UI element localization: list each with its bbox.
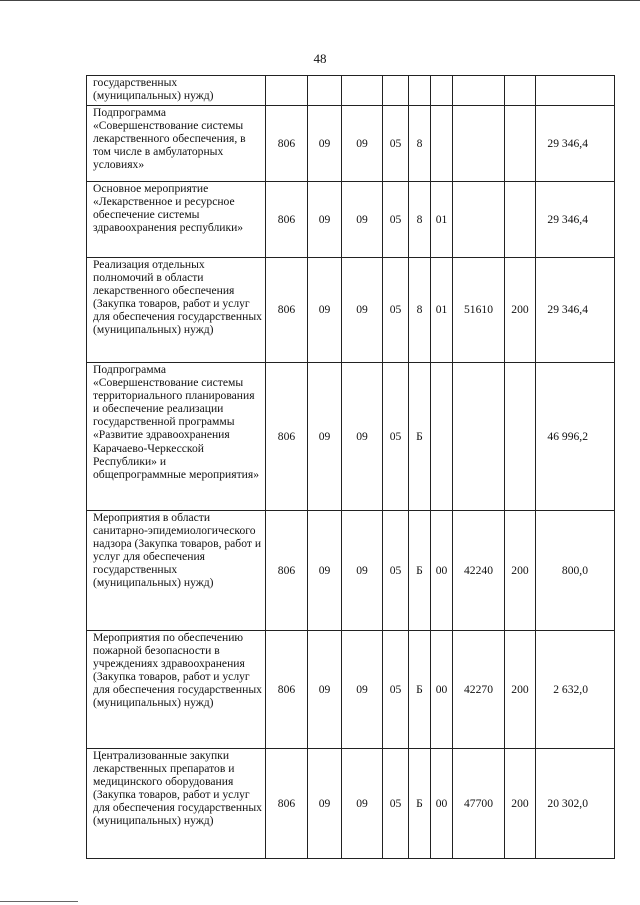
row-subprogram: Б xyxy=(409,511,431,631)
table-row xyxy=(87,106,615,182)
table-row xyxy=(87,511,615,631)
row-subsection: 09 xyxy=(342,631,383,749)
row-program: 05 xyxy=(383,182,409,258)
table-row xyxy=(87,749,615,859)
row-subsection: 09 xyxy=(342,749,383,859)
row-name: Централизованные закупки лекарственных препаратов и медицинского оборудования (Закупка товаров, работ и услуг для обеспечения государственных (муниципальных) нужд) xyxy=(87,749,266,859)
row-activity: 01 xyxy=(431,258,453,363)
row-amount: 46 996,2 xyxy=(536,363,615,511)
row-expense-type: 200 xyxy=(505,258,536,363)
row-expense-type: 200 xyxy=(505,749,536,859)
row-section: 09 xyxy=(308,631,342,749)
row-expense-type xyxy=(505,76,536,106)
row-activity xyxy=(431,363,453,511)
row-direction: 42270 xyxy=(453,631,505,749)
row-name: Основное мероприятие «Лекарственное и ресурсное обеспечение системы здравоохранения республики» xyxy=(87,182,266,258)
row-subsection: 09 xyxy=(342,106,383,182)
budget-table-body xyxy=(87,76,615,859)
row-direction: 51610 xyxy=(453,258,505,363)
budget-table xyxy=(86,75,615,859)
row-activity: 01 xyxy=(431,182,453,258)
row-program: 05 xyxy=(383,511,409,631)
row-amount xyxy=(536,76,615,106)
table-row xyxy=(87,363,615,511)
row-section: 09 xyxy=(308,363,342,511)
row-direction xyxy=(453,182,505,258)
table-row xyxy=(87,631,615,749)
bottom-scan-line xyxy=(0,901,78,902)
row-expense-type xyxy=(505,106,536,182)
row-subsection: 09 xyxy=(342,363,383,511)
row-subprogram: 8 xyxy=(409,106,431,182)
row-activity: 00 xyxy=(431,749,453,859)
row-section: 09 xyxy=(308,182,342,258)
row-admin-code: 806 xyxy=(266,106,308,182)
row-subprogram: Б xyxy=(409,363,431,511)
row-section xyxy=(308,76,342,106)
row-name: Реализация отдельных полномочий в области лекарственного обеспечения (Закупка товаров, работ и услуг для обеспечения государственных (муниципальных) нужд) xyxy=(87,258,266,363)
row-subsection: 09 xyxy=(342,258,383,363)
row-subprogram: 8 xyxy=(409,258,431,363)
row-section: 09 xyxy=(308,258,342,363)
page-number: 48 xyxy=(313,51,327,66)
row-admin-code xyxy=(266,76,308,106)
table-row xyxy=(87,76,615,106)
row-amount: 29 346,4 xyxy=(536,258,615,363)
row-direction xyxy=(453,363,505,511)
table-row xyxy=(87,182,615,258)
row-admin-code: 806 xyxy=(266,258,308,363)
row-activity xyxy=(431,76,453,106)
row-activity: 00 xyxy=(431,631,453,749)
row-name: Мероприятия по обеспечению пожарной безопасности в учреждениях здравоохранения (Закупка товаров, работ и услуг для обеспечения государственных (муниципальных) нужд) xyxy=(87,631,266,749)
row-expense-type xyxy=(505,363,536,511)
row-expense-type: 200 xyxy=(505,511,536,631)
row-subprogram: Б xyxy=(409,631,431,749)
row-program: 05 xyxy=(383,749,409,859)
row-section: 09 xyxy=(308,749,342,859)
row-subsection: 09 xyxy=(342,182,383,258)
row-program xyxy=(383,76,409,106)
row-admin-code: 806 xyxy=(266,182,308,258)
row-program: 05 xyxy=(383,258,409,363)
row-direction: 47700 xyxy=(453,749,505,859)
row-subsection xyxy=(342,76,383,106)
row-program: 05 xyxy=(383,631,409,749)
row-name: Подпрограмма «Совершенствование системы лекарственного обеспечения, в том числе в амбулаторных условиях» xyxy=(87,106,266,182)
row-expense-type xyxy=(505,182,536,258)
row-activity: 00 xyxy=(431,511,453,631)
row-direction xyxy=(453,76,505,106)
row-amount: 29 346,4 xyxy=(536,182,615,258)
row-amount: 29 346,4 xyxy=(536,106,615,182)
row-subsection: 09 xyxy=(342,511,383,631)
table-row xyxy=(87,258,615,363)
top-border-line xyxy=(0,0,640,1)
row-expense-type: 200 xyxy=(505,631,536,749)
row-admin-code: 806 xyxy=(266,749,308,859)
row-name: Мероприятия в области санитарно-эпидемиологического надзора (Закупка товаров, работ и услуг для обеспечения государственных (муниципальных) нужд) xyxy=(87,511,266,631)
row-admin-code: 806 xyxy=(266,363,308,511)
row-activity xyxy=(431,106,453,182)
row-subprogram: Б xyxy=(409,749,431,859)
row-amount: 20 302,0 xyxy=(536,749,615,859)
row-admin-code: 806 xyxy=(266,631,308,749)
row-program: 05 xyxy=(383,363,409,511)
row-subprogram: 8 xyxy=(409,182,431,258)
row-direction: 42240 xyxy=(453,511,505,631)
row-name: государственных (муниципальных) нужд) xyxy=(87,76,266,106)
row-direction xyxy=(453,106,505,182)
row-subprogram xyxy=(409,76,431,106)
row-amount: 2 632,0 xyxy=(536,631,615,749)
row-section: 09 xyxy=(308,106,342,182)
row-name: Подпрограмма «Совершенствование системы территориального планирования и обеспечение реализации государственной программы «Развитие здравоохранения Карачаево-Черкесской Республики» и общепрограммные мероприятия» xyxy=(87,363,266,511)
row-admin-code: 806 xyxy=(266,511,308,631)
row-program: 05 xyxy=(383,106,409,182)
row-section: 09 xyxy=(308,511,342,631)
row-amount: 800,0 xyxy=(536,511,615,631)
